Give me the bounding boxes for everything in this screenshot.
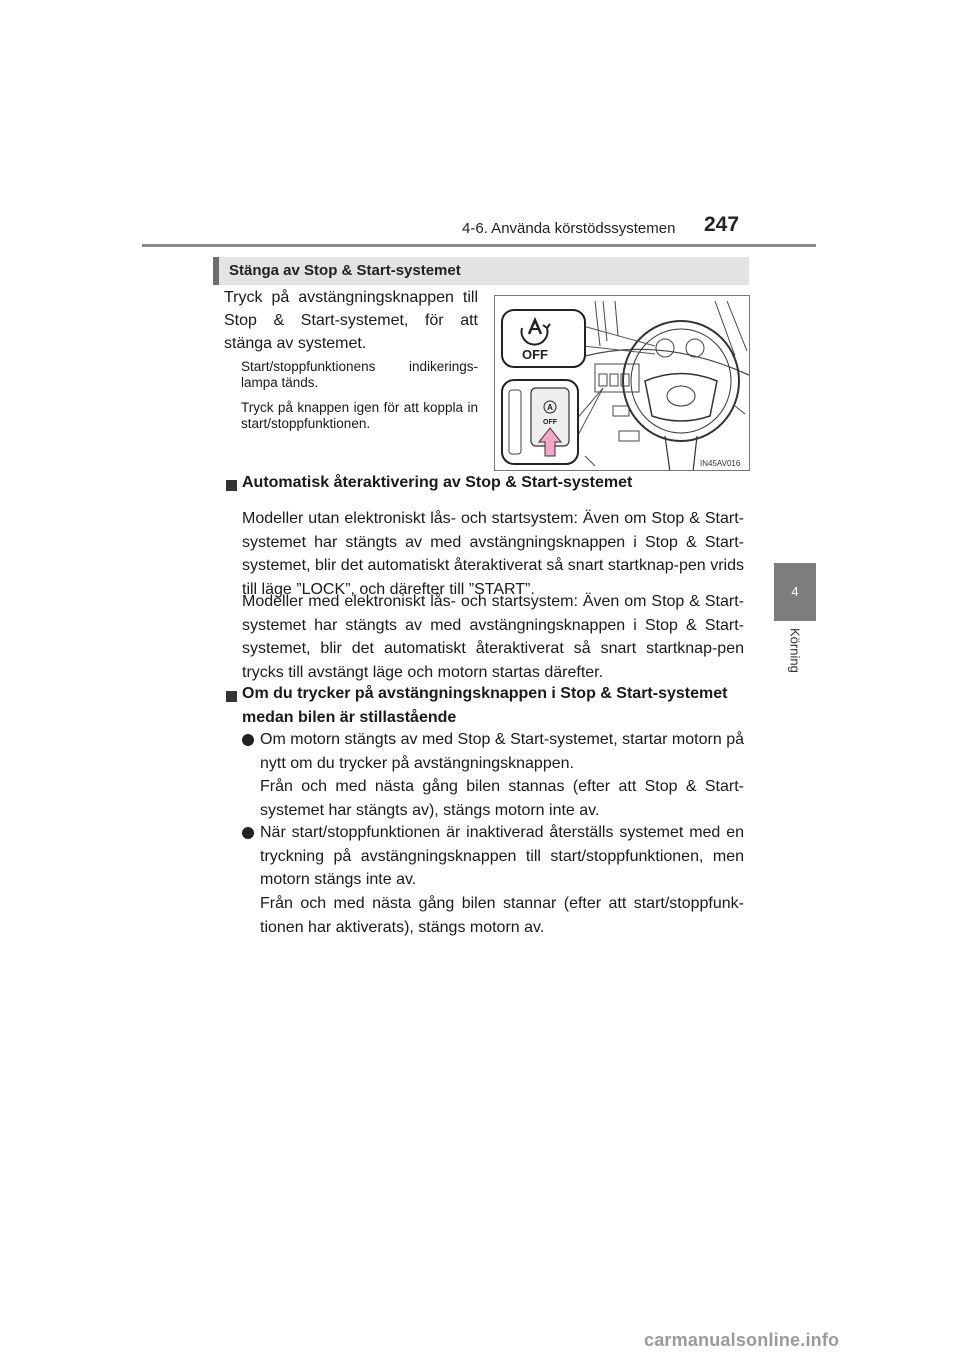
section-title: Stänga av Stop & Start-systemet [229, 262, 461, 279]
bullet-dot [242, 827, 254, 839]
intro-text: Tryck på avstängningsknappen till Stop & Start-systemet, för att stänga av systemet. [224, 289, 478, 352]
chapter-tab [774, 563, 816, 621]
svg-text:A: A [547, 403, 553, 412]
stationary-bullet1: Om motorn stängts av med Stop & Start-systemet, startar motorn på nytt om du trycker på avstängningsknappen. [260, 731, 744, 772]
header-divider [142, 244, 816, 247]
auto-reactivation-para1: Modeller utan elektroniskt lås- och startsystem: Även om Stop & Start-systemet har stängts av med avstängningsknappen i Stop & Start-systemet, blir det automatiskt återaktiverat så snart startknap-pen vrids till läge ”LOCK”, och därefter till ”START”. [242, 510, 744, 598]
auto-reactivation-heading: Automatisk återaktivering av Stop & Start-systemet [242, 474, 633, 491]
svg-text:OFF: OFF [543, 419, 557, 426]
note-reactivate: Tryck på knappen igen för att koppla in start/stoppfunktionen. [241, 400, 478, 431]
stationary-bullet2: När start/stoppfunktionen är inaktiverad återställs systemet med en tryckning på avstängningsknappen till start/stoppfunktionen, men motorn stängs inte av. [260, 824, 744, 888]
stationary-bullet1-detail: Från och med nästa gång bilen stannas (efter att Stop & Start-systemet har stängts av), stängs motorn inte av. [260, 778, 744, 819]
auto-reactivation-para2: Modeller med elektroniskt lås- och startsystem: Även om Stop & Start-systemet har stängts av med avstängningsknappen i Stop & Start-systemet, blir det automatiskt återaktiverat så snart startknap-pen trycks till avstängt läge och motorn startas därefter. [242, 593, 744, 681]
stationary-bullet2-detail: Från och med nästa gång bilen stannar (efter att start/stoppfunk-tionen har aktiverats), stängs motorn av. [260, 895, 744, 936]
square-bullet [226, 480, 237, 491]
bullet-dot [242, 734, 254, 746]
section-heading-bar [213, 257, 749, 285]
note-indicator: Start/stoppfunktionens indikerings-lampa tänds. [241, 359, 478, 390]
chapter-number: 4 [791, 584, 799, 599]
dashboard-drawing [495, 296, 750, 471]
running-header: 4-6. Använda körstödssystemen [462, 220, 676, 237]
svg-text:OFF: OFF [522, 347, 548, 362]
watermark: carmanualsonline.info [644, 1330, 840, 1350]
figure-code: IN45AV016 [700, 459, 741, 468]
dashboard-illustration [494, 295, 750, 471]
square-bullet [226, 691, 237, 702]
stationary-heading: Om du trycker på avstängningsknappen i Stop & Start-systemet medan bilen är stillastående [242, 685, 728, 726]
chapter-label: Körning [787, 628, 803, 673]
page-number: 247 [704, 213, 740, 236]
